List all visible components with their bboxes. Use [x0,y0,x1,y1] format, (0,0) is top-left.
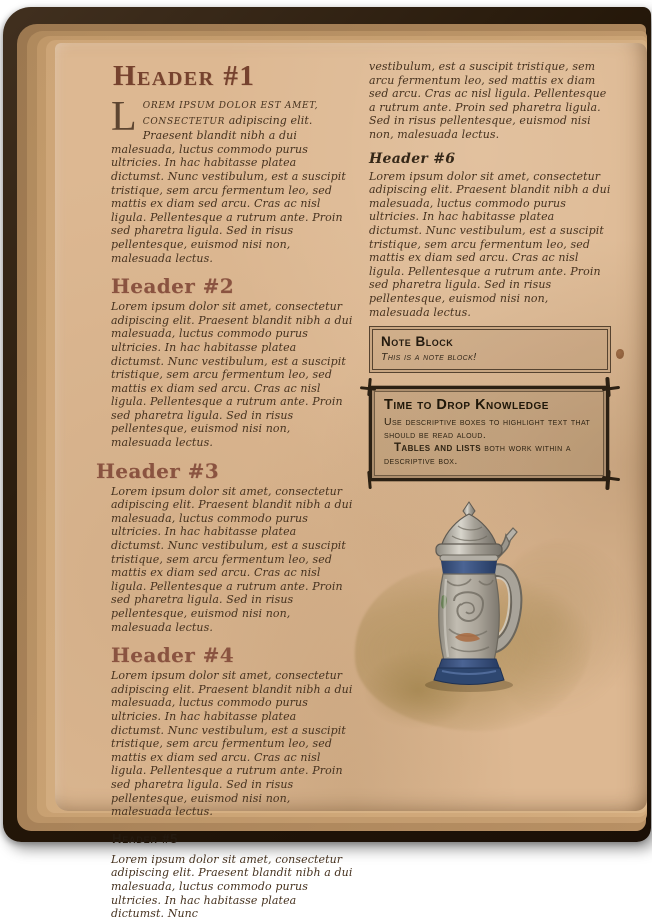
corner-tick [602,476,620,481]
drop-cap: L [111,94,137,140]
ink-blot [616,349,624,359]
paragraph-2: Lorem ipsum dolor sit amet, consectetur adipiscing elit. Praesent blandit nibh a dui malesuada, luctus commodo purus ultricies. In hac habitasse platea dictumst. Nunc vestibulum, est a suscipit tristique, sem arcu fermentum leo, sed mattis ex diam sed arcu. Cras ac nisl ligula. Pellentesque a rutrum ante. Proin sed pharetra ligula. Sed in risus pellentesque, euismod nisi non, malesuada lectus. [111,300,353,450]
paragraph-5: Lorem ipsum dolor sit amet, consectetur adipiscing elit. Praesent blandit nibh a dui malesuada, luctus commodo purus ultricies. In hac habitasse platea dictumst. Nunc [111,852,353,921]
corner-tick [602,386,620,391]
paragraph-3: Lorem ipsum dolor sit amet, consectetur adipiscing elit. Praesent blandit nibh a dui malesuada, luctus commodo purus ultricies. In hac habitasse platea dictumst. Nunc vestibulum, est a suscipit tristique, sem arcu fermentum leo, sed mattis ex diam sed arcu. Cras ac nisl ligula. Pellentesque a rutrum ante. Proin sed pharetra ligula. Sed in risus pellentesque, euismod nisi non, malesuada lectus. [111,484,353,634]
paragraph-6: Lorem ipsum dolor sit amet, consectetur adipiscing elit. Praesent blandit nibh a dui malesuada, luctus commodo purus ultricies. In hac habitasse platea dictumst. Nunc vestibulum, est a suscipit tristique, sem arcu fermentum leo, sed mattis ex diam sed arcu. Cras ac nisl ligula. Pellentesque a rutrum ante. Proin sed pharetra ligula. Sed in risus pellentesque, euismod nisi non, malesuada lectus. [369,169,611,319]
paragraph-4: Lorem ipsum dolor sit amet, consectetur adipiscing elit. Praesent blandit nibh a dui malesuada, luctus commodo purus ultricies. In hac habitasse platea dictumst. Nunc vestibulum, est a suscipit tristique, sem arcu fermentum leo, sed mattis ex diam sed arcu. Cras ac nisl ligula. Pellentesque a rutrum ante. Proin sed pharetra ligula. Sed in risus pellentesque, euismod nisi non, malesuada lectus. [111,669,353,819]
note-block [369,326,611,373]
left-column [96,60,353,921]
descriptive-box-title: Time to Drop Knowledge [384,397,549,414]
header-1: Header #1 [113,60,256,92]
descriptive-box-line1: Use descriptive boxes to highlight text that should be read aloud. [384,416,591,442]
stein-artwork [369,501,611,747]
corner-tick [367,471,372,489]
paragraph-1-text: adipiscing elit. Praesent blandit nibh a dui malesuada, luctus commodo purus ultricies. In hac habitasse platea dictumst. Nunc vestibulum, est a suscipit tristique, sem arcu fermentum leo, sed mattis ex diam sed arcu. Cras ac nisl ligula. Pellentesque a rutrum ante. Proin sed pharetra ligula. Sed in risus pellentesque, euismod nisi non, malesuada lectus. [111,113,346,265]
parchment-page [55,43,647,921]
stein-base [434,659,504,685]
right-column [369,60,611,801]
descriptive-box [369,386,609,481]
stein-lid [436,502,502,561]
note-block-body: This is a note block! [381,351,477,364]
descriptive-box-line2 [384,442,594,468]
header-5: Header #5 [112,830,179,846]
header-4: Header #4 [111,643,235,668]
descriptive-box-bold: Tables and lists [394,442,481,455]
header-2: Header #2 [111,274,235,299]
paragraph-5-continued: vestibulum, est a suscipit tristique, sem arcu fermentum leo, sed mattis ex diam sed arcu. Cras ac nisl ligula. Pellentesque a rutrum ante. Proin sed pharetra ligula. Sed in risus pellentesque, euismod nisi non, malesuada lectus. [369,60,607,141]
book-cover [3,7,651,921]
corner-tick [605,470,610,490]
note-block-title: Note Block [381,334,454,350]
lead-smallcaps-line: OREM IPSUM DOLOR EST AMET, CONSECTETUR [142,101,319,127]
two-column-layout [96,60,611,921]
stein-body [439,561,500,661]
paragraph-1 [111,94,353,265]
header-6: Header #6 [369,150,456,167]
header-3: Header #3 [96,458,220,483]
descriptive-box-line2-rest: both work within a descriptive box. [384,442,571,468]
beer-stein-illustration [409,501,531,693]
